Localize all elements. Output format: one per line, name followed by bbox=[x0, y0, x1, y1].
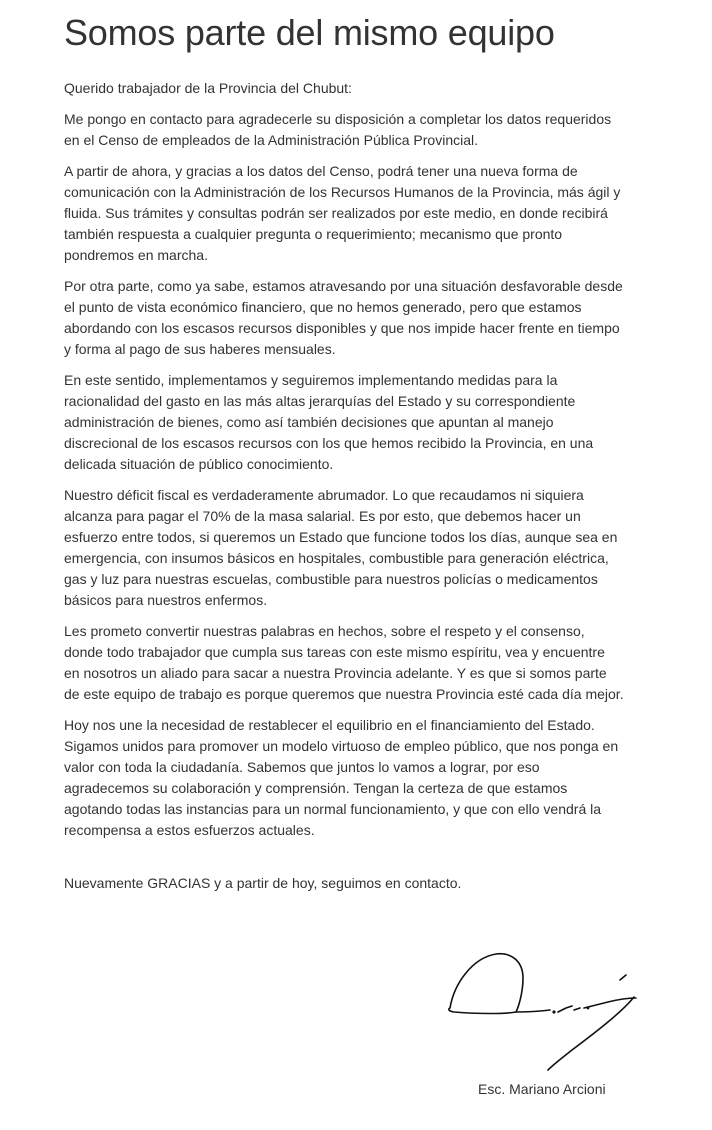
letter-paragraph: Me pongo en contacto para agradecerle su disposición a completar los datos requeridos en el Censo de empleados de la Administración Pública Provincial. bbox=[64, 111, 612, 148]
letter-paragraph: Les prometo convertir nuestras palabras en hechos, sobre el respeto y el consenso, donde todo trabajador que cumpla sus tareas con este mismo espíritu, vea y encuentre en nosotros un aliado para sacar a nuestra Provincia adelante. Y es que si somos parte de este equipo de trabajo es porque queremos que nuestra Provincia esté cada día mejor. bbox=[64, 623, 624, 702]
letter-paragraph: Nuestro déficit fiscal es verdaderamente abrumador. Lo que recaudamos ni siquiera alcanza para pagar el 70% de la masa salarial. Es por esto, que debemos hacer un esfuerzo entre todos, si queremos un Estado que funcione todos los días, aunque sea en emergencia, con insumos básicos en hospitales, combustible para generación eléctrica, gas y luz para nuestras escuelas, combustible para nuestros policías o medicamentos básicos para nuestros enfermos. bbox=[64, 487, 618, 608]
letter-paragraph: A partir de ahora, y gracias a los datos del Censo, podrá tener una nueva forma de comunicación con la Administración de los Recursos Humanos de la Provincia, más ágil y fluida. Sus trámites y consultas podrán ser realizados por este medio, en donde recibirá también respuesta a cualquier pregunta o requerimiento; mecanismo que pronto pondremos en marcha. bbox=[64, 163, 621, 263]
letter-closing: Nuevamente GRACIAS y a partir de hoy, seguimos en contacto. bbox=[64, 875, 462, 891]
letter-greeting: Querido trabajador de la Provincia del Chubut: bbox=[64, 80, 352, 96]
page-title: Somos parte del mismo equipo bbox=[64, 12, 555, 53]
letter-body bbox=[64, 0, 624, 894]
letter-paragraph: Hoy nos une la necesidad de restablecer el equilibrio en el financiamiento del Estado. Sigamos unidos para promover un modelo virtuoso de empleo público, que nos ponga en valor con toda la ciudadanía. Sabemos que juntos lo vamos a lograr, por eso agradecemos su colaboración y comprensión. Tengan la certeza de que estamos agotando todas las instancias para un normal funcionamiento, y que con ello vendrá la recompensa a estos esfuerzos actuales. bbox=[64, 717, 619, 838]
letter-paragraph: Por otra parte, como ya sabe, estamos atravesando por una situación desfavorable desde el punto de vista económico financiero, que no hemos generado, pero que estamos abordando con los escasos recursos disponibles y que nos impide hacer frente en tiempo y forma al pago de sus haberes mensuales. bbox=[64, 278, 623, 357]
signer-name: Esc. Mariano Arcioni bbox=[478, 1081, 606, 1097]
letter-paragraph: En este sentido, implementamos y seguiremos implementando medidas para la racionalidad del gasto en las más altas jerarquías del Estado y su correspondiente administración de bienes, como así también decisiones que apuntan al manejo discrecional de los escasos recursos con los que hemos recibido la Provincia, en una delicada situación de público conocimiento. bbox=[64, 372, 594, 472]
handwritten-signature bbox=[446, 950, 642, 1072]
